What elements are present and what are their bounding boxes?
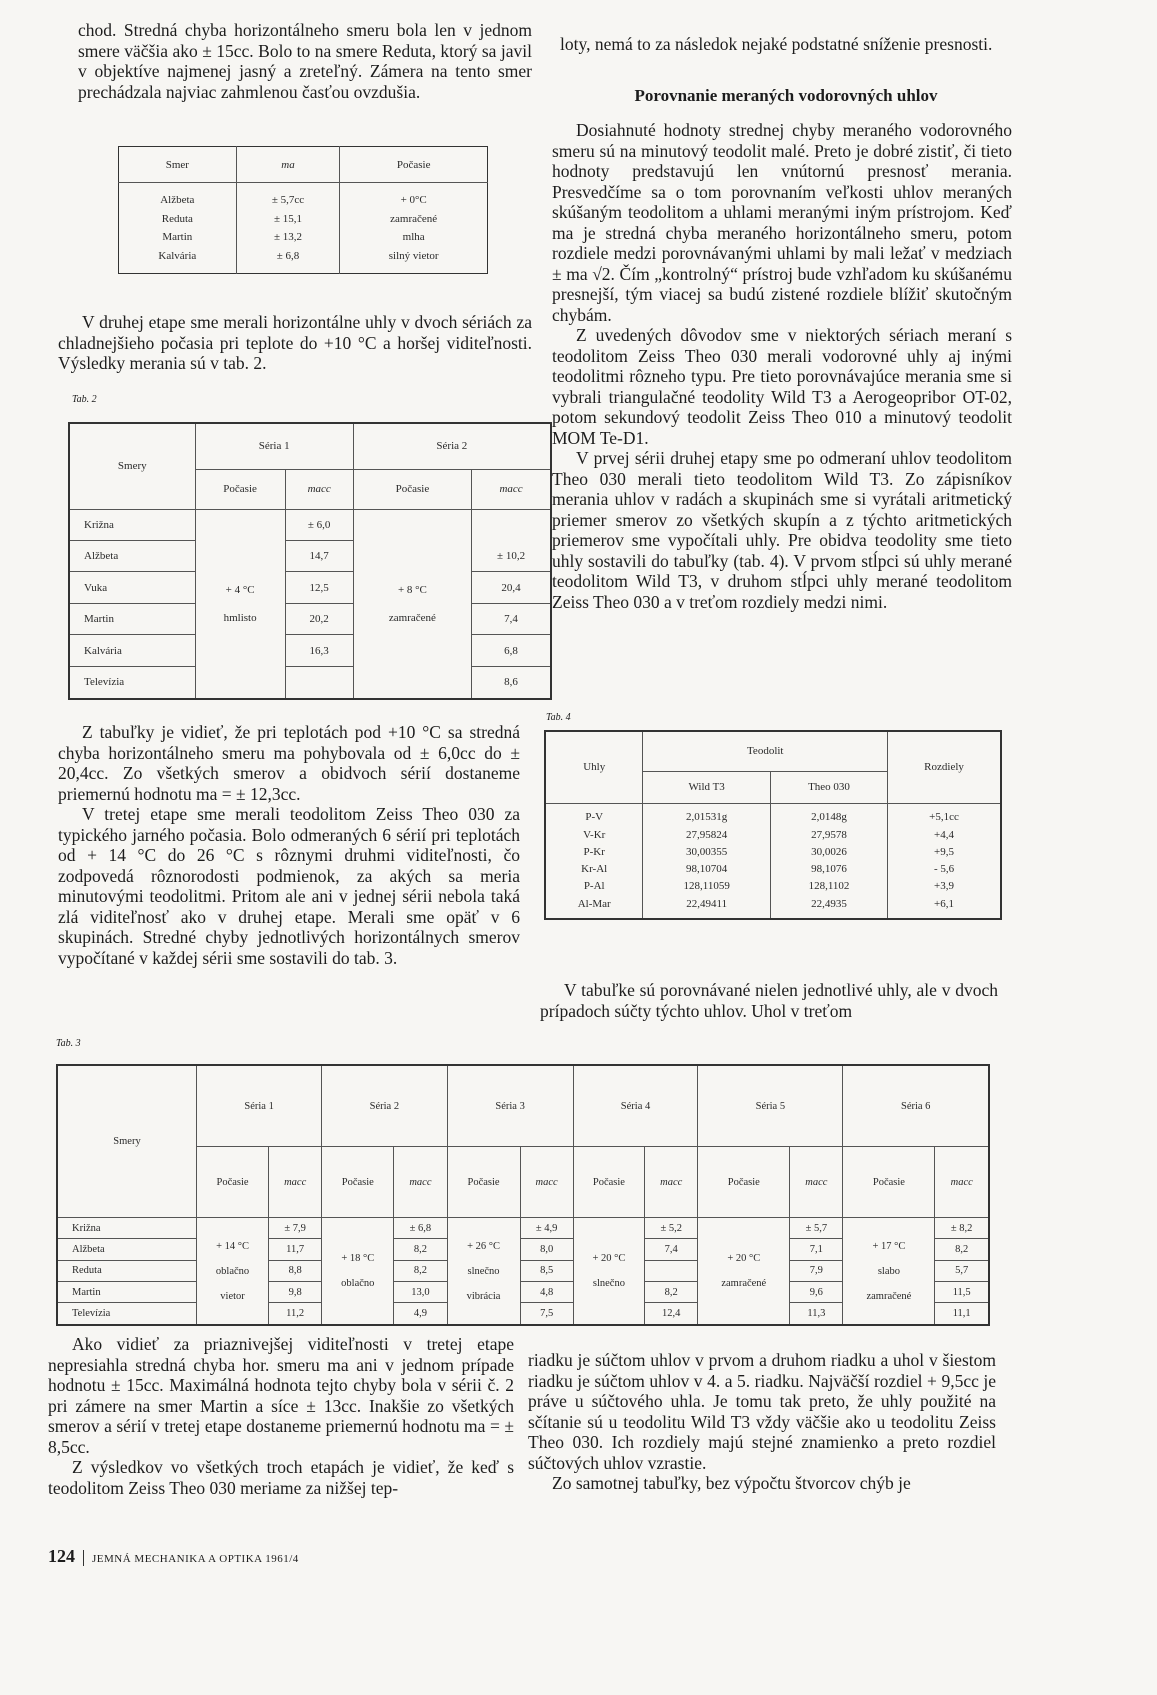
tab3-sub-ma: macc	[935, 1147, 989, 1218]
tab1-header-ma: ma	[236, 147, 340, 183]
tab3-pocasie-cell	[322, 1218, 394, 1325]
tab4-caption: Tab. 4	[546, 712, 571, 723]
right-column-body: Dosiahnuté hodnoty strednej chyby meraného vodorovného smeru sú na minutový teodolit malé. Preto je dobré zistiť, či tieto hodnoty predstavujú len vnútornú presnosť merania. Presvedčíme sa o tom porovnaním veľkosti uhlov meraných skúšaným teodolitom a uhlami meranými iným prístrojom. Keď ma je stredná chyba meraného horizontálneho smeru, potom rozdiele medzi porovnávanými uhlami by mali ležať v medziach ± ma √2. Čím „kontrolný“ prístroj bude vzhľadom ku skúšanému presnejší, tým viacej sa budú zistené rozdiele blížiť skutočným chybám. Z uvedených dôvodov sme v niektorých sériach meraní s teodolitom Zeiss Theo 030 merali vodorovné uhly aj inými teodolitmi rôzneho typu. Pre tieto porovnávajúce merania sme si vybrali triangulačné teodolity Wild T3 a Aerogeopribor OT-02, potom sekundový teodolit Zeiss Theo 010 a minutový teodolit MOM Te-D1. V prvej sérii druhej etapy sme po odmeraní uhlov teodolitom Theo 030 merali tieto teodolitom Wild T3. Zo zápisníkov merania uhlov v radách a skupinách sme si vyrátali aritmetický priemer smerov zo všetkých skupín a z týchto aritmetických priemerov sme vypočítali uhly. Pre obidva teodolity sme tieto uhly sostavili do tabuľky (tab. 4). V prvom stĺpci sú uhly merané teodolitom Wild T3, v druhom stĺpci uhly merané teodolitom Zeiss Theo 030 a v treťom rozdiely medzi nimi.	[552, 120, 1012, 612]
tab3-ma-cell: 7,1	[790, 1239, 843, 1260]
tab3-ma-cell: 7,4	[645, 1239, 698, 1260]
tab3-ma-cell: 8,5	[520, 1260, 573, 1281]
table-row: Vuka 12,5 20,4	[69, 572, 551, 603]
tab3-ma-cell: 8,0	[520, 1239, 573, 1260]
tab3-pocasie-line: + 14 °C	[216, 1240, 249, 1252]
tab2-caption: Tab. 2	[72, 394, 97, 405]
tab3-pocasie-line: zamračené	[721, 1278, 767, 1290]
tab3-pocasie-cell	[843, 1218, 935, 1325]
table-row: P-Kr 30,00355 30,0026 +9,5	[545, 844, 1001, 861]
tab3-sub-pocasie: Počasie	[573, 1147, 644, 1218]
tab2-series-2: Séria 2	[353, 423, 551, 469]
tab2-series-1: Séria 1	[195, 423, 353, 469]
tab3-ma-cell: ± 4,9	[520, 1218, 573, 1239]
tab3-pocasie-line: + 20 °C	[727, 1253, 761, 1265]
tab3-ma-cell: 8,2	[394, 1260, 447, 1281]
tab3-pocasie-line: vietor	[220, 1290, 245, 1302]
tab3-pocasie-line: + 20 °C	[592, 1253, 626, 1265]
paragraph-ako-vidiet: Ako vidieť za priaznivejšej viditeľnosti v tretej etape nepresiahla stredná chyba hor. smeru ma ani v jednom prípade hodnotu ± 15cc. Maximálná hodnota tejto chyby bola v sérii č. 2 pri zámere na smer Martin a síce ± 13cc. Inakšie zo všetkých smerov a sérií v tretej etape dostaneme priemernú hodnotu ma = ± 8,5cc. Z výsledkov vo všetkých troch etapách je vidieť, že keď s teodolitom Zeiss Theo 030 meriame za nižšej tep-	[48, 1334, 514, 1498]
tab3-ma-cell: 12,4	[645, 1303, 698, 1325]
table-row: Televízia 8,6	[69, 666, 551, 699]
tab3-smer: Križna	[57, 1218, 197, 1239]
table-row: Martin 20,2 7,4	[69, 603, 551, 634]
table-row: Kalvária 16,3 6,8	[69, 635, 551, 666]
tab3-sub-pocasie: Počasie	[322, 1147, 394, 1218]
table-row: Al-Mar 22,49411 22,4935 +6,1	[545, 895, 1001, 919]
tab3-sub-ma: macc	[269, 1147, 322, 1218]
tab3-sub-ma: macc	[790, 1147, 843, 1218]
tab3-ma-cell: 7,5	[520, 1303, 573, 1325]
tab3-ma-cell: 8,2	[935, 1239, 989, 1260]
tab3-sub-pocasie: Počasie	[698, 1147, 790, 1218]
tab3-pocasie-line: vibrácia	[466, 1290, 501, 1302]
table-row: Alžbeta 14,7 ± 10,2	[69, 540, 551, 571]
tab3-ma-cell: 4,9	[394, 1303, 447, 1325]
table-row: Križna + 4 °C hmlisto ± 6,0 + 8 °C zamračené	[69, 509, 551, 540]
table-row: Reduta ± 15,1 zamračené	[119, 210, 488, 228]
tab3-series-3: Séria 3	[447, 1065, 573, 1147]
tab2-smery-label: Smery	[69, 423, 195, 509]
tab3-sub-ma: macc	[394, 1147, 447, 1218]
footer-divider	[83, 1550, 84, 1566]
table-1	[118, 146, 488, 274]
tab3-series-6: Séria 6	[843, 1065, 989, 1147]
tab3-pocasie-line: oblačno	[341, 1278, 375, 1290]
tab3-ma-cell: 7,9	[790, 1260, 843, 1281]
tab3-series-1: Séria 1	[197, 1065, 322, 1147]
tab3-pocasie-line: slabo	[877, 1265, 900, 1277]
tab3-ma-cell: 11,1	[935, 1303, 989, 1325]
tab1-header-smer: Smer	[119, 147, 237, 183]
tab3-ma-cell: 11,2	[269, 1303, 322, 1325]
tab3-smer: Reduta	[57, 1260, 197, 1281]
table-3: Smery Séria 1 Séria 2 Séria 3 Séria 4 Séria 5 Séria 6 Počasie macc Počasie macc Počasie macc Počasie macc Počasie macc Počasie macc Križna + 14 °C oblačno vietor ± 7,9 + 18 °C oblačno ± 6,8 + 26 °C slnečno vibrácia ± 4,9 + 20 °C slnečno ± 5,2 + 20 °C zamračené ± 5,7 + 17 °C slabo zamračené ± 8,2 Alžbeta 11,7 8,2 8,0 7,4 7,1 8,2 Reduta 8,8 8,2 8,5 7,9 5,7 Martin 9,8 13,0 4,8 8,2 9,6 11,5 Televízia 11,2 4,9 7,5 12,4 11,3 11,1	[56, 1064, 990, 1326]
table-row: V-Kr 27,95824 27,9578 +4,4	[545, 826, 1001, 843]
tab3-ma-cell: 8,2	[394, 1239, 447, 1260]
table-row: Martin ± 13,2 mlha	[119, 228, 488, 246]
table-row: P-V 2,01531g 2,0148g +5,1cc	[545, 803, 1001, 826]
tab3-smer: Televízia	[72, 1308, 111, 1320]
tab3-ma-cell: 9,6	[790, 1281, 843, 1302]
paragraph-v-tabulke: V tabuľke sú porovnávané nielen jednotlivé uhly, ale v dvoch prípadoch súčty týchto uhlov. Uhol v treťom	[540, 980, 998, 1021]
tab3-ma-cell: 13,0	[394, 1281, 447, 1302]
left-top-paragraph: chod. Stredná chyba horizontálneho smeru bola len v jednom smere väčšia ako ± 15cc. Bolo to na smere Reduta, ktorý sa javil v objektíve najmenej jasný a zreteľný. Zámera na tento smer prechádzala najviac zahmlenou časťou ovzdušia.	[78, 20, 532, 102]
tab3-pocasie-cell	[573, 1218, 644, 1325]
tab3-sub-pocasie: Počasie	[197, 1147, 269, 1218]
tab3-series-5: Séria 5	[698, 1065, 843, 1147]
tab3-ma-cell: 8,8	[269, 1260, 322, 1281]
paragraph-z-tabulky: Z tabuľky je vidieť, že pri teplotách pod +10 °C sa stredná chyba horizontálneho smeru ma pohybovala od ± 6,0cc do ± 20,4cc. Zo všetkých smerov a obidvoch sérií dostaneme priemernú hodnotu ma = ± 12,3cc. V tretej etape sme merali teodolitom Zeiss Theo 030 za typického jarného počasia. Bolo odmeraných 6 sérií pri teplotách od + 14 °C do 26 °C s rôznymi druhmi viditeľnosti, čo zodpovedá rôznorodosti podmienok, za akých sa meria minutovými teodolitmi. Pritom ale ani v jednej sérii nebola taká zlá viditeľnosť ako v druhej etape. Merali sme opäť v 6 skupinách. Stredné chyby jednotlivých horizontálnych smerov vypočítané v každej sérii sme sostavili do tab. 3.	[58, 722, 520, 968]
tab3-ma-cell: 4,8	[520, 1281, 573, 1302]
tab3-ma-cell: ± 6,8	[394, 1218, 447, 1239]
table-row: Kr-Al 98,10704 98,1076 - 5,6	[545, 861, 1001, 878]
tab3-pocasie-line: zamračené	[866, 1290, 912, 1302]
right-top-paragraph: loty, nemá to za následok nejaké podstatné sníženie presnosti.	[560, 34, 993, 54]
tab3-smer: Alžbeta	[57, 1239, 197, 1260]
tab3-pocasie-line: slnečno	[467, 1265, 500, 1277]
table-2: Smery Séria 1 Séria 2 Počasie macc Počasie macc Križna + 4 °C hmlisto ± 6,0 + 8 °C zamračené Alžbeta 14,7 ± 10,2 Vuka 12,5 20,4 Martin 20,2 7,4 Kalvária 16,3 6,8 Televízia 8,6	[68, 422, 552, 700]
tab3-ma-cell: ± 5,7	[790, 1218, 843, 1239]
tab3-series-4: Séria 4	[573, 1065, 698, 1147]
section-heading: Porovnanie meraných vodorovných uhlov	[634, 86, 938, 105]
tab3-ma-cell: ± 7,9	[269, 1218, 322, 1239]
table-row: Kalvária ± 6,8 silný vietor	[119, 246, 488, 274]
tab3-pocasie-line: oblačno	[215, 1265, 250, 1277]
tab3-sub-pocasie: Počasie	[843, 1147, 935, 1218]
tab3-pocasie-line: + 17 °C	[872, 1240, 906, 1252]
tab3-ma-cell: 9,8	[269, 1281, 322, 1302]
tab3-sub-pocasie: Počasie	[447, 1147, 520, 1218]
table-row: Alžbeta ± 5,7cc + 0°C	[119, 183, 488, 211]
tab3-ma-cell: 11,3	[790, 1303, 843, 1325]
tab3-ma-cell: ± 5,2	[645, 1218, 698, 1239]
tab3-ma-cell: 5,7	[935, 1260, 989, 1281]
tab3-pocasie-cell	[447, 1218, 520, 1325]
page-number: 124	[48, 1546, 75, 1566]
table-4: Uhly Teodolit Rozdiely Wild T3 Theo 030 P-V 2,01531g 2,0148g +5,1cc V-Kr 27,95824 27,9578 +4,4 P-Kr 30,00355 30,0026 +9,5 Kr-Al 98,10704 98,1076 - 5,6 P-Al 128,11059 128,1102 +3,9 Al-Mar 22,49411 22,4935 +6,1	[544, 730, 1002, 920]
tab3-ma-cell: 8,2	[645, 1281, 698, 1302]
paragraph-riadku: riadku je súčtom uhlov v prvom a druhom riadku a uhol v šiestom riadku je súčtom uhlov v 4. a 5. riadku. Najväčší rozdiel + 9,5cc je práve u súčtového uhla. Je tomu tak preto, že uhly použité na sčítanie sú u teodolitu Wild T3 vždy väčšie ako u teodolitu Zeiss Theo 030. Ich rozdiely majú stejné znamienko a preto rozdiel súčtových uhlov vzrastie. Zo samotnej tabuľky, bez výpočtu štvorcov chýb je	[528, 1350, 996, 1493]
tab3-ma-cell	[645, 1260, 698, 1281]
table-row	[57, 1218, 989, 1239]
tab3-sub-ma: macc	[645, 1147, 698, 1218]
tab3-pocasie-line: + 18 °C	[341, 1253, 375, 1265]
tab3-ma-cell: ± 8,2	[935, 1218, 989, 1239]
tab3-pocasie-cell	[197, 1218, 269, 1325]
journal-name: JEMNÁ MECHANIKA A OPTIKA 1961/4	[92, 1553, 299, 1565]
tab3-ma-cell: 11,5	[935, 1281, 989, 1302]
tab3-ma-cell: 11,7	[269, 1239, 322, 1260]
tab3-pocasie-line: slnečno	[592, 1278, 625, 1290]
tab3-smer: Martin	[57, 1281, 197, 1302]
page-footer	[48, 1546, 299, 1567]
tab3-pocasie-line: + 26 °C	[467, 1240, 500, 1252]
tab3-pocasie-cell	[698, 1218, 790, 1325]
table-row: P-Al 128,11059 128,1102 +3,9	[545, 878, 1001, 895]
tab3-series-2: Séria 2	[322, 1065, 447, 1147]
tab3-sub-ma: macc	[520, 1147, 573, 1218]
tab3-caption: Tab. 3	[56, 1038, 81, 1049]
paragraph-druhej-etape: V druhej etape sme merali horizontálne uhly v dvoch sériách za chladnejšieho počasia pri teplote do +10 °C a horšej viditeľnosti. Výsledky merania sú v tab. 2.	[58, 312, 532, 373]
tab1-header-pocasie: Počasie	[340, 147, 488, 183]
